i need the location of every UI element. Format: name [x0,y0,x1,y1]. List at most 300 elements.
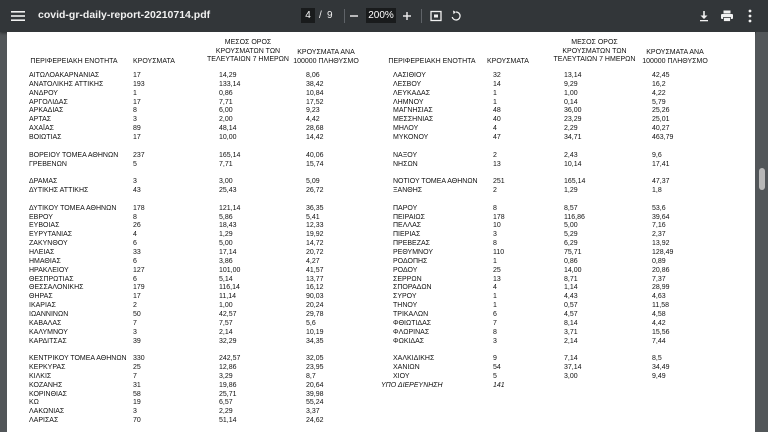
avg-cell: 1,29 [219,231,233,239]
cases-cell: 13 [493,275,501,283]
region-cell: ΛΑΡΙΣΑΣ [29,417,59,425]
region-cell: ΣΥΡΟΥ [393,293,417,301]
avg-cell: 32,29 [219,337,237,345]
per100k-cell: 8,5 [652,355,662,363]
per100k-cell: 15,74 [306,160,324,168]
cases-cell: 1 [133,89,137,97]
scrollbar[interactable] [756,32,768,432]
per100k-cell: 0,89 [652,257,666,265]
region-cell: ΓΡΕΒΕΝΩΝ [29,160,67,168]
region-cell: ΚΕΡΚΥΡΑΣ [29,364,66,372]
per100k-cell: 8,7 [306,372,316,380]
per100k-cell: 13,92 [652,240,670,248]
avg-cell: 2,29 [219,408,233,416]
table-row [7,134,747,142]
per100k-cell: 41,57 [306,266,324,274]
region-cell: ΑΡΓΟΛΙΔΑΣ [29,98,68,106]
per100k-cell: 90,03 [306,293,324,301]
avg-cell: 8,71 [564,275,578,283]
avg-cell: 19,86 [219,381,237,389]
table-row [7,329,747,337]
cases-cell: 237 [133,151,145,159]
avg-cell: 5,14 [219,275,233,283]
avg-cell: 14,29 [219,72,237,79]
table-row [7,276,747,284]
zoom-out-icon[interactable] [344,6,364,26]
avg-cell: 8,14 [564,319,578,327]
avg-cell: 11,14 [219,293,236,301]
table-row [7,205,747,213]
avg-cell: 3,29 [219,372,233,380]
region-cell: ΜΕΣΣΗΝΙΑΣ [393,116,434,124]
cases-cell: 31 [133,381,141,389]
per100k-cell: 28,99 [652,284,670,292]
cases-cell: 54 [493,364,501,372]
avg-cell: 101,00 [219,266,241,274]
per100k-cell: 4,42 [306,116,320,124]
per100k-cell: 20,86 [652,266,670,274]
cases-cell: 5 [133,160,137,168]
table-row [7,90,747,98]
avg-cell: 23,29 [564,116,582,124]
per100k-cell: 20,24 [306,302,324,310]
table-row [7,231,747,239]
per100k-cell: 16,12 [306,284,324,292]
table-row [7,364,747,372]
cases-cell: 1 [493,257,497,265]
cases-cell: 39 [133,337,141,345]
pdf-toolbar [0,0,768,32]
menu-icon[interactable] [8,6,28,26]
avg-cell: 7,71 [219,160,233,168]
avg-cell: 6,29 [564,240,578,248]
cases-cell: 9 [493,355,497,363]
cases-cell: 6 [493,310,497,318]
table-row [7,373,747,381]
per100k-cell: 39,98 [306,390,324,398]
cases-cell: 1 [493,293,497,301]
table-row [7,320,747,328]
per100k-cell: 4,58 [652,310,666,318]
avg-cell: 0,86 [219,89,233,97]
cases-cell: 8 [133,213,137,221]
region-cell: ΥΠΟ ΔΙΕΡΕΥΝΗΣΗ [381,381,443,389]
region-cell: ΝΟΤΙΟΥ ΤΟΜΕΑ ΑΘΗΝΩΝ [393,178,478,186]
avg-cell: 242,57 [219,355,241,363]
region-cell: ΦΘΙΩΤΙΔΑΣ [393,319,432,327]
per100k-cell: 4,63 [652,293,666,301]
region-cell: ΜΗΛΟΥ [393,125,419,133]
region-cell: ΑΧΑΪΑΣ [29,125,54,133]
cases-cell: 40 [493,116,501,124]
region-cell: ΚΟΡΙΝΘΙΑΣ [29,390,67,398]
region-cell: ΙΩΑΝΝΙΝΩΝ [29,310,69,318]
avg-cell: 5,00 [564,222,578,230]
region-cell: ΚΙΛΚΙΣ [29,372,52,380]
region-cell: ΒΟΡΕΙΟΥ ΤΟΜΕΑ ΑΘΗΝΩΝ [29,151,119,159]
avg-cell: 5,86 [219,213,233,221]
table-row [7,187,747,195]
cases-cell: 8 [493,328,497,336]
cases-cell: 141 [493,381,505,389]
cases-cell: 14 [493,80,501,88]
per100k-cell: 16,2 [652,80,666,88]
per100k-cell: 10,84 [306,89,324,97]
table-row [7,267,747,275]
region-cell: ΛΕΣΒΟΥ [393,80,422,88]
table-row [7,346,747,354]
cases-cell: 3 [133,178,137,186]
avg-cell: 0,86 [564,257,578,265]
avg-cell: 25,71 [219,390,237,398]
cases-cell: 48 [493,107,501,115]
avg-cell: 3,86 [219,257,233,265]
region-cell: ΑΙΤΩΛΟΑΚΑΡΝΑΝΙΑΣ [29,72,100,79]
cases-cell: 5 [493,372,497,380]
cases-cell: 50 [133,310,141,318]
per100k-cell: 8,06 [306,72,320,79]
document-title: covid-gr-daily-report-20210714.pdf [38,9,211,21]
table-row [7,417,747,425]
cases-cell: 25 [493,266,501,274]
zoom-in-icon[interactable] [397,6,417,26]
avg-cell: 42,57 [219,310,237,318]
avg-cell: 1,00 [219,302,233,310]
cases-cell: 47 [493,133,501,141]
cases-cell: 3 [493,337,497,345]
avg-cell: 18,43 [219,222,237,230]
region-cell: ΚΟΖΑΝΗΣ [29,381,63,389]
cases-cell: 8 [493,240,497,248]
avg-cell: 0,57 [564,302,578,310]
per100k-cell: 40,27 [652,125,670,133]
avg-cell: 2,14 [564,337,578,345]
region-cell: ΕΥΒΟΙΑΣ [29,222,60,230]
avg-cell: 51,14 [219,417,237,425]
per100k-cell: 9,6 [652,151,662,159]
cases-cell: 70 [133,417,141,425]
table-row [7,116,747,124]
region-cell: ΑΝΑΤΟΛΙΚΗΣ ΑΤΤΙΚΗΣ [29,80,104,88]
per100k-cell: 1,8 [652,187,662,195]
header-cases-left: ΚΡΟΥΣΜΑΤΑ [133,58,175,65]
avg-cell: 1,00 [564,89,578,97]
cases-cell: 6 [133,275,137,283]
page-number-input[interactable]: 4 [301,8,315,23]
region-cell: ΘΕΣΠΡΩΤΙΑΣ [29,275,74,283]
zoom-level-input[interactable]: 200% [366,8,396,23]
region-cell: ΧΑΛΚΙΔΙΚΗΣ [393,355,435,363]
cases-cell: 1 [493,98,497,106]
header-per100k-left: ΚΡΟΥΣΜΑΤΑ ΑΝΑ 100000 ΠΛΗΘΥΣΜΟ [293,49,359,65]
per100k-cell: 17,41 [652,160,670,168]
print-icon[interactable] [717,6,737,26]
cases-cell: 32 [493,72,501,79]
per100k-cell: 5,41 [306,213,320,221]
region-cell: ΚΩ [29,399,39,407]
table-row [7,284,747,292]
cases-cell: 17 [133,133,141,141]
region-cell: ΘΕΣΣΑΛΟΝΙΚΗΣ [29,284,84,292]
cases-cell: 178 [493,213,505,221]
cases-cell: 4 [493,125,497,133]
region-cell: ΛΑΣΙΘΙΟΥ [393,72,426,79]
region-cell: ΠΕΙΡΑΙΩΣ [393,213,425,221]
avg-cell: 2,14 [219,328,233,336]
cases-cell: 10 [493,222,501,230]
region-cell: ΗΡΑΚΛΕΙΟΥ [29,266,69,274]
region-cell: ΣΠΟΡΑΔΩΝ [393,284,432,292]
cases-cell: 193 [133,80,145,88]
region-cell: ΗΛΕΙΑΣ [29,249,55,256]
avg-cell: 133,14 [219,80,241,88]
header-region-right: ΠΕΡΙΦΕΡΕΙΑΚΗ ΕΝΟΤΗΤΑ [388,58,476,65]
region-cell: ΘΗΡΑΣ [29,293,53,301]
per100k-cell: 47,37 [652,178,670,186]
per100k-cell: 12,33 [306,222,324,230]
per100k-cell: 15,56 [652,328,670,336]
cases-cell: 19 [133,399,141,407]
cases-cell: 13 [493,160,501,168]
cases-cell: 33 [133,249,141,256]
per100k-cell: 26,72 [306,187,324,195]
cases-cell: 25 [133,364,141,372]
per100k-cell: 17,52 [306,98,324,106]
cases-cell: 3 [493,231,497,239]
table-row [7,249,747,257]
region-cell: ΡΟΔΟΠΗΣ [393,257,428,265]
table-row [7,355,747,363]
per100k-cell: 23,95 [306,364,324,372]
per100k-cell: 5,6 [306,319,316,327]
cases-cell: 330 [133,355,145,363]
avg-cell: 75,71 [564,249,582,256]
cases-cell: 2 [133,302,137,310]
region-cell: ΑΡΤΑΣ [29,116,52,124]
region-cell: ΠΙΕΡΙΑΣ [393,231,421,239]
avg-cell: 121,14 [219,204,241,212]
avg-cell: 4,43 [564,293,578,301]
per100k-cell: 2,37 [652,231,666,239]
per100k-cell: 5,79 [652,98,666,106]
header-per100k-right: ΚΡΟΥΣΜΑΤΑ ΑΝΑ 100000 ΠΛΗΘΥΣΜΟ [642,49,708,65]
region-cell: ΤΗΝΟΥ [393,302,418,310]
per100k-cell: 25,01 [652,116,670,124]
region-cell: ΧΑΝΙΩΝ [393,364,420,372]
region-cell: ΠΑΡΟΥ [393,204,418,212]
region-cell: ΔΥΤΙΚΗΣ ΑΤΤΙΚΗΣ [29,187,89,195]
avg-cell: 3,00 [219,178,233,186]
avg-cell: 34,71 [564,133,582,141]
avg-cell: 5,29 [564,231,578,239]
per100k-cell: 34,49 [652,364,670,372]
avg-cell: 12,86 [219,364,237,372]
header-cases-right: ΚΡΟΥΣΜΑΤΑ [487,58,529,65]
per100k-cell: 24,62 [306,417,324,425]
cases-cell: 3 [133,408,137,416]
download-icon[interactable] [694,6,714,26]
cases-cell: 110 [493,249,505,256]
cases-cell: 7 [493,319,497,327]
table-row [7,222,747,230]
per100k-cell: 32,05 [306,355,324,363]
region-cell: ΔΡΑΜΑΣ [29,178,58,186]
region-cell: ΛΗΜΝΟΥ [393,98,424,106]
per100k-cell: 29,78 [306,310,324,318]
per100k-cell: 20,64 [306,381,324,389]
more-icon[interactable] [740,6,760,26]
per100k-cell: 20,72 [306,249,324,256]
table-row [7,143,747,151]
avg-cell: 7,57 [219,319,233,327]
per100k-cell: 11,58 [652,302,669,310]
avg-cell: 2,29 [564,125,578,133]
region-cell: ΠΡΕΒΕΖΑΣ [393,240,431,248]
table-row [7,311,747,319]
per100k-cell: 42,45 [652,72,670,79]
cases-cell: 6 [133,257,137,265]
region-cell: ΖΑΚΥΝΘΟΥ [29,240,68,248]
per100k-cell: 10,19 [306,328,324,336]
table-row [7,293,747,301]
table-row [7,302,747,310]
fit-page-icon[interactable] [426,6,446,26]
region-cell: ΕΒΡΟΥ [29,213,53,221]
avg-cell: 10,00 [219,133,237,141]
avg-cell: 4,57 [564,310,578,318]
table-row [7,382,747,390]
per100k-cell: 55,24 [306,399,324,407]
cases-cell: 178 [133,204,145,212]
cases-cell: 26 [133,222,141,230]
avg-cell: 10,14 [564,160,582,168]
avg-cell: 14,00 [564,266,582,274]
per100k-cell: 13,77 [306,275,324,283]
avg-cell: 1,29 [564,187,578,195]
per100k-cell: 9,23 [306,107,320,115]
avg-cell: 13,14 [564,72,582,79]
region-cell: ΚΑΛΥΜΝΟΥ [29,328,68,336]
avg-cell: 7,71 [219,98,233,106]
cases-cell: 2 [493,151,497,159]
region-cell: ΒΟΙΩΤΙΑΣ [29,133,62,141]
avg-cell: 6,00 [219,107,233,115]
rotate-icon[interactable] [446,6,466,26]
cases-cell: 3 [133,328,137,336]
per100k-cell: 463,79 [652,133,674,141]
avg-cell: 1,14 [564,284,578,292]
region-cell: ΝΑΞΟΥ [393,151,418,159]
avg-cell: 36,00 [564,107,582,115]
region-cell: ΚΑΡΔΙΤΣΑΣ [29,337,67,345]
cases-cell: 251 [493,178,505,186]
avg-cell: 7,14 [564,355,578,363]
region-cell: ΤΡΙΚΑΛΩΝ [393,310,429,318]
table-row [7,169,747,177]
table-row [7,240,747,248]
table-row [7,161,747,169]
per100k-cell: 19,92 [306,231,324,239]
table-row [7,338,747,346]
region-cell: ΙΚΑΡΙΑΣ [29,302,56,310]
cases-cell: 1 [493,89,497,97]
cases-cell: 17 [133,98,141,106]
region-cell: ΚΕΝΤΡΙΚΟΥ ΤΟΜΕΑ ΑΘΗΝΩΝ [29,355,127,363]
cases-cell: 6 [133,240,137,248]
cases-cell: 1 [493,302,497,310]
per100k-cell: 9,49 [652,372,666,380]
region-cell: ΦΛΩΡΙΝΑΣ [393,328,430,336]
avg-cell: 48,14 [219,125,237,133]
region-cell: ΠΕΛΛΑΣ [393,222,422,230]
avg-cell: 25,43 [219,187,237,195]
avg-cell: 2,00 [219,116,233,124]
cases-cell: 2 [493,187,497,195]
avg-cell: 116,14 [219,284,240,292]
cases-cell: 8 [493,204,497,212]
region-cell: ΞΑΝΘΗΣ [393,187,423,195]
table-row [7,81,747,89]
pdf-page [7,32,755,432]
page-total: 9 [327,10,333,21]
region-cell: ΡΕΘΥΜΝΟΥ [393,249,434,256]
avg-cell: 9,29 [564,80,578,88]
table-row [7,399,747,407]
region-cell: ΦΩΚΙΔΑΣ [393,337,425,345]
avg-cell: 0,14 [564,98,578,106]
cases-cell: 17 [133,293,141,301]
cases-cell: 4 [133,231,137,239]
per100k-cell: 40,06 [306,151,324,159]
avg-cell: 165,14 [219,151,241,159]
per100k-cell: 4,22 [652,89,666,97]
per100k-cell: 4,42 [652,319,666,327]
region-cell: ΜΑΓΝΗΣΙΑΣ [393,107,433,115]
region-cell: ΧΙΟΥ [393,372,410,380]
scroll-thumb[interactable] [759,168,765,190]
per100k-cell: 25,26 [652,107,670,115]
table-row [7,196,747,204]
cases-cell: 7 [133,319,137,327]
region-cell: ΗΜΑΘΙΑΣ [29,257,61,265]
region-cell: ΜΥΚΟΝΟΥ [393,133,429,141]
table-row [7,152,747,160]
region-cell: ΝΗΣΩΝ [393,160,418,168]
per100k-cell: 53,6 [652,204,666,212]
cases-cell: 17 [133,72,141,79]
per100k-cell: 36,35 [306,204,324,212]
region-cell: ΕΥΡΥΤΑΝΙΑΣ [29,231,73,239]
per100k-cell: 3,37 [306,408,320,416]
cases-cell: 179 [133,284,145,292]
per100k-cell: 7,44 [652,337,666,345]
header-avg-left: ΜΕΣΟΣ ΟΡΟΣ ΚΡΟΥΣΜΑΤΩΝ ΤΩΝ ΤΕΛΕΥΤΑΙΩΝ 7 ΗΜΕΡΩΝ [207,39,289,63]
page-separator: / [319,10,322,21]
cases-cell: 127 [133,266,145,274]
cases-cell: 58 [133,390,141,398]
region-cell: ΔΥΤΙΚΟΥ ΤΟΜΕΑ ΑΘΗΝΩΝ [29,204,117,212]
document-viewer [0,32,768,432]
avg-cell: 8,57 [564,204,578,212]
per100k-cell: 5,09 [306,178,320,186]
table-row [7,214,747,222]
cases-cell: 7 [133,372,137,380]
per100k-cell: 39,64 [652,213,670,221]
avg-cell: 3,71 [564,328,578,336]
table-row [7,258,747,266]
cases-cell: 3 [133,116,137,124]
region-cell: ΚΑΒΑΛΑΣ [29,319,62,327]
